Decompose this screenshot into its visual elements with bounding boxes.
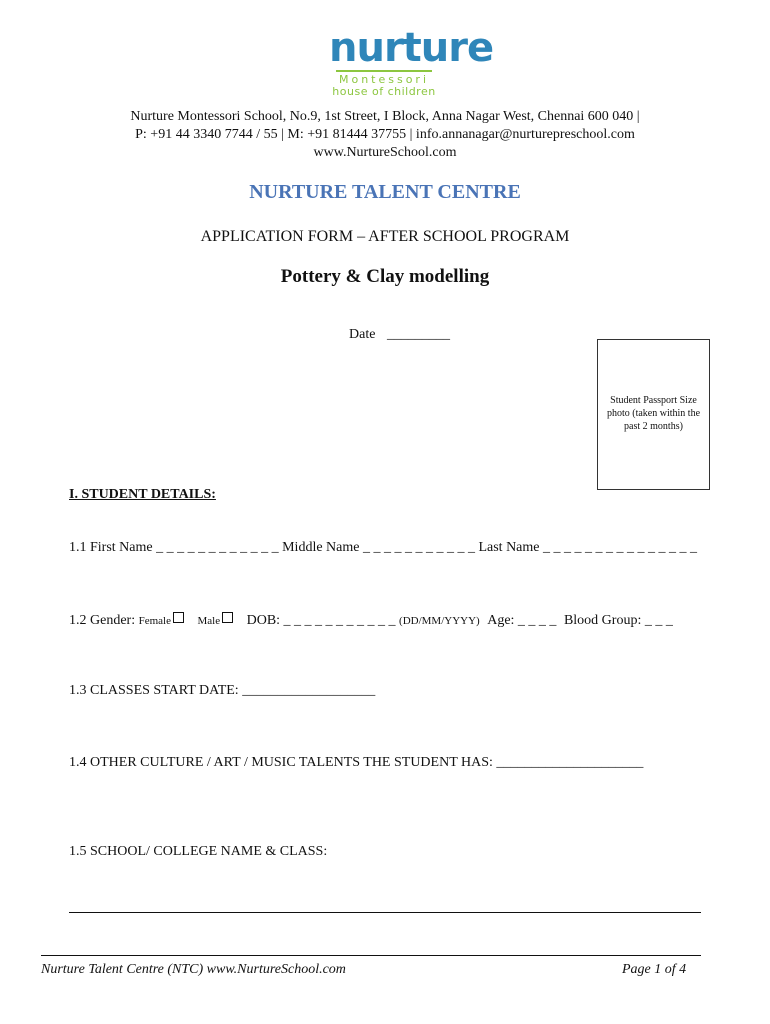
school-logo — [329, 25, 494, 98]
age-field[interactable]: Age: _ _ _ _ — [487, 613, 557, 628]
other-talents-field[interactable]: 1.4 OTHER CULTURE / ART / MUSIC TALENTS THE STUDENT HAS: _____________________ — [69, 755, 644, 770]
date-label: Date — [349, 327, 376, 342]
logo-wordmark: nurture — [329, 25, 494, 71]
male-checkbox[interactable] — [222, 612, 233, 623]
school-college-answer-line[interactable] — [69, 912, 701, 913]
contact-website: www.NurtureSchool.com — [313, 145, 457, 160]
photo-box — [597, 339, 710, 490]
classes-start-date-field[interactable]: 1.3 CLASSES START DATE: ___________________ — [69, 683, 376, 698]
logo-tagline: house of children — [332, 85, 436, 98]
male-label: Male — [197, 615, 221, 627]
centre-title: NURTURE TALENT CENTRE — [249, 181, 521, 203]
page-number: Page 1 of 4 — [622, 962, 687, 977]
date-blank[interactable]: _________ — [386, 327, 450, 342]
contact-address: Nurture Montessori School, No.9, 1st Street, I Block, Anna Nagar West, Chennai 600 040 | — [130, 109, 640, 124]
dob-format: (DD/MM/YYYY) — [399, 615, 480, 627]
program-title: Pottery & Clay modelling — [280, 266, 490, 287]
footer-divider — [41, 955, 701, 956]
gender-dob-row — [69, 612, 673, 629]
photo-instructions: Student Passport Size photo (taken within the past 2 months) — [606, 395, 701, 432]
form-title: APPLICATION FORM – AFTER SCHOOL PROGRAM — [200, 228, 570, 245]
section-student-details: I. STUDENT DETAILS: — [69, 487, 216, 502]
date-field[interactable] — [349, 327, 450, 343]
school-college-label: 1.5 SCHOOL/ COLLEGE NAME & CLASS: — [69, 844, 328, 859]
female-label: Female — [138, 615, 171, 627]
logo-montessori: Montessori — [338, 73, 430, 86]
contact-info — [0, 108, 770, 162]
contact-phones-email: P: +91 44 3340 7744 / 55 | M: +91 81444 37755 | info.annanagar@nurturepreschool.com — [135, 127, 635, 142]
footer-left: Nurture Talent Centre (NTC) www.NurtureSchool.com — [41, 962, 346, 977]
gender-label: 1.2 Gender: — [69, 613, 136, 628]
female-checkbox[interactable] — [173, 612, 184, 623]
blood-group-field[interactable]: Blood Group: _ _ _ — [563, 613, 673, 628]
dob-field[interactable]: DOB: _ _ _ _ _ _ _ _ _ _ _ — [246, 613, 396, 628]
name-fields[interactable]: 1.1 First Name _ _ _ _ _ _ _ _ _ _ _ _ Middle Name _ _ _ _ _ _ _ _ _ _ _ Last Name _ _ _ _ _ _ _ _ _ _ _ _ _ _ _ — [69, 540, 698, 555]
